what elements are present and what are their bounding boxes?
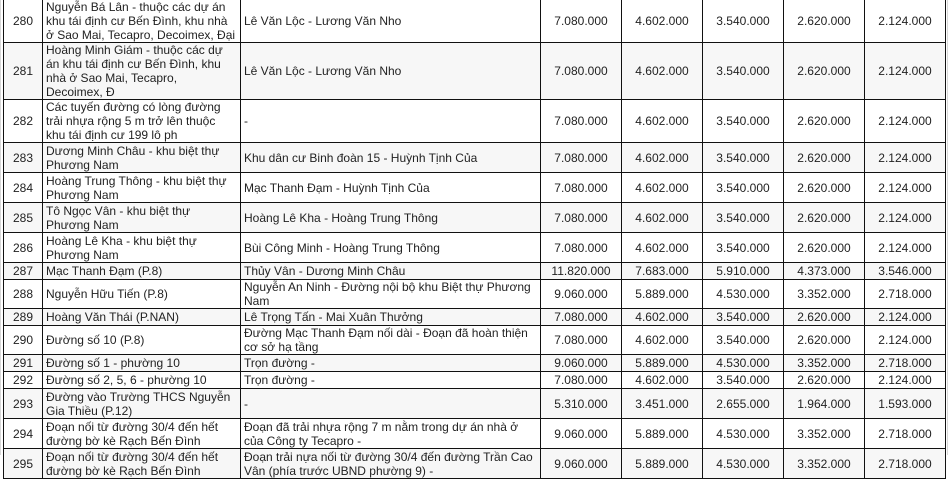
street-segment: - <box>241 389 541 419</box>
price-position-1: 7.080.000 <box>541 203 622 233</box>
table-row <box>4 100 946 143</box>
row-number: 294 <box>4 419 43 449</box>
price-position-4: 2.620.000 <box>784 100 865 143</box>
price-position-4: 2.620.000 <box>784 173 865 203</box>
price-position-1: 7.080.000 <box>541 100 622 143</box>
price-position-5: 1.593.000 <box>865 389 946 419</box>
price-position-3: 2.655.000 <box>703 389 784 419</box>
price-position-5: 2.124.000 <box>865 233 946 263</box>
price-position-2: 3.451.000 <box>622 389 703 419</box>
price-position-3: 3.540.000 <box>703 0 784 43</box>
table-row <box>4 263 946 280</box>
row-number: 285 <box>4 203 43 233</box>
price-position-3: 4.530.000 <box>703 355 784 372</box>
price-position-5: 2.124.000 <box>865 43 946 100</box>
price-position-1: 9.060.000 <box>541 419 622 449</box>
street-segment: Lê Văn Lộc - Lương Văn Nho <box>241 0 541 43</box>
street-name: Đường vào Trường THCS Nguyễn Gia Thiều (P.12) <box>43 389 241 419</box>
table-row <box>4 143 946 173</box>
price-position-2: 4.602.000 <box>622 326 703 355</box>
right-edge-divider <box>947 0 948 455</box>
street-segment: Trọn đường - <box>241 355 541 372</box>
price-position-1: 11.820.000 <box>541 263 622 280</box>
price-position-5: 2.124.000 <box>865 143 946 173</box>
price-position-5: 2.124.000 <box>865 100 946 143</box>
row-number: 283 <box>4 143 43 173</box>
price-position-5: 2.124.000 <box>865 372 946 389</box>
price-position-2: 4.602.000 <box>622 203 703 233</box>
land-price-table-container <box>3 0 946 479</box>
row-number: 295 <box>4 449 43 479</box>
price-position-2: 4.602.000 <box>622 0 703 43</box>
street-segment: Mạc Thanh Đạm - Huỳnh Tịnh Của <box>241 173 541 203</box>
row-number: 292 <box>4 372 43 389</box>
street-segment: Trọn đường - <box>241 372 541 389</box>
table-row <box>4 203 946 233</box>
table-body <box>4 0 946 479</box>
price-position-3: 4.530.000 <box>703 280 784 309</box>
price-position-2: 4.602.000 <box>622 100 703 143</box>
row-number: 291 <box>4 355 43 372</box>
street-name: Đường số 10 (P.8) <box>43 326 241 355</box>
street-name: Đoạn nối từ đường 30/4 đến hết đường bờ kè Rạch Bến Đình <box>43 419 241 449</box>
price-position-4: 2.620.000 <box>784 0 865 43</box>
price-position-3: 3.540.000 <box>703 326 784 355</box>
price-position-5: 3.546.000 <box>865 263 946 280</box>
row-number: 281 <box>4 43 43 100</box>
price-position-5: 2.718.000 <box>865 449 946 479</box>
price-position-1: 7.080.000 <box>541 326 622 355</box>
street-name: Đoạn nối từ đường 30/4 đến hết đường bờ kè Rạch Bến Đình <box>43 449 241 479</box>
price-position-3: 4.530.000 <box>703 449 784 479</box>
price-position-4: 2.620.000 <box>784 143 865 173</box>
price-position-1: 7.080.000 <box>541 173 622 203</box>
price-position-3: 3.540.000 <box>703 100 784 143</box>
row-number: 293 <box>4 389 43 419</box>
street-segment: Đoạn đã trải nhựa rộng 7 m nằm trong dự án nhà ở của Công ty Tecapro - <box>241 419 541 449</box>
price-position-2: 4.602.000 <box>622 143 703 173</box>
table-row <box>4 355 946 372</box>
table-row <box>4 449 946 479</box>
price-position-4: 2.620.000 <box>784 203 865 233</box>
price-position-5: 2.124.000 <box>865 326 946 355</box>
price-position-3: 3.540.000 <box>703 203 784 233</box>
price-position-2: 4.602.000 <box>622 233 703 263</box>
street-segment: Nguyễn An Ninh - Đường nội bộ khu Biệt thự Phương Nam <box>241 280 541 309</box>
price-position-3: 5.910.000 <box>703 263 784 280</box>
price-position-4: 3.352.000 <box>784 280 865 309</box>
row-number: 288 <box>4 280 43 309</box>
price-position-5: 2.718.000 <box>865 419 946 449</box>
price-position-2: 4.602.000 <box>622 309 703 326</box>
street-segment: Bùi Công Minh - Hoàng Trung Thông <box>241 233 541 263</box>
price-position-4: 2.620.000 <box>784 326 865 355</box>
price-position-4: 3.352.000 <box>784 449 865 479</box>
price-position-4: 4.373.000 <box>784 263 865 280</box>
table-row <box>4 233 946 263</box>
row-number: 289 <box>4 309 43 326</box>
table-row <box>4 280 946 309</box>
street-segment: Đường Mạc Thanh Đạm nối dài - Đoạn đã hoàn thiện cơ sở hạ tầng <box>241 326 541 355</box>
street-name: Mạc Thanh Đạm (P.8) <box>43 263 241 280</box>
street-segment: - <box>241 100 541 143</box>
price-position-1: 9.060.000 <box>541 449 622 479</box>
price-position-2: 5.889.000 <box>622 280 703 309</box>
street-segment: Khu dân cư Binh đoàn 15 - Huỳnh Tịnh Của <box>241 143 541 173</box>
street-name: Dương Minh Châu - khu biệt thự Phương Nam <box>43 143 241 173</box>
price-position-4: 2.620.000 <box>784 43 865 100</box>
price-position-1: 5.310.000 <box>541 389 622 419</box>
price-position-5: 2.718.000 <box>865 280 946 309</box>
price-position-1: 7.080.000 <box>541 372 622 389</box>
price-position-5: 2.718.000 <box>865 355 946 372</box>
price-position-3: 4.530.000 <box>703 419 784 449</box>
street-segment: Thủy Vân - Dương Minh Châu <box>241 263 541 280</box>
row-number: 286 <box>4 233 43 263</box>
table-row <box>4 309 946 326</box>
price-position-1: 7.080.000 <box>541 233 622 263</box>
price-position-1: 7.080.000 <box>541 43 622 100</box>
street-name: Nguyễn Hữu Tiến (P.8) <box>43 280 241 309</box>
price-position-2: 5.889.000 <box>622 419 703 449</box>
street-name: Đường số 2, 5, 6 - phường 10 <box>43 372 241 389</box>
table-row <box>4 389 946 419</box>
table-row <box>4 326 946 355</box>
price-position-5: 2.124.000 <box>865 0 946 43</box>
price-position-2: 5.889.000 <box>622 449 703 479</box>
price-position-3: 3.540.000 <box>703 173 784 203</box>
price-position-4: 2.620.000 <box>784 309 865 326</box>
price-position-5: 2.124.000 <box>865 173 946 203</box>
price-position-3: 3.540.000 <box>703 43 784 100</box>
price-position-4: 3.352.000 <box>784 355 865 372</box>
price-position-2: 5.889.000 <box>622 355 703 372</box>
table-row <box>4 173 946 203</box>
street-name: Đường số 1 - phường 10 <box>43 355 241 372</box>
street-name: Nguyễn Bá Lân - thuộc các dự án khu tái định cư Bến Đình, khu nhà ở Sao Mai, Tecapro, Decoimex, Đại <box>43 0 241 43</box>
left-edge-divider <box>0 0 1 455</box>
street-name: Hoàng Minh Giám - thuộc các dự án khu tái định cư Bến Đình, khu nhà ở Sao Mai, Tecapro, Decoimex, Đ <box>43 43 241 100</box>
street-name: Hoàng Văn Thái (P.NAN) <box>43 309 241 326</box>
price-position-4: 2.620.000 <box>784 372 865 389</box>
table-row <box>4 372 946 389</box>
price-position-4: 2.620.000 <box>784 233 865 263</box>
price-position-5: 2.124.000 <box>865 203 946 233</box>
street-segment: Hoàng Lê Kha - Hoàng Trung Thông <box>241 203 541 233</box>
price-position-4: 1.964.000 <box>784 389 865 419</box>
row-number: 282 <box>4 100 43 143</box>
price-position-1: 7.080.000 <box>541 143 622 173</box>
price-position-5: 2.124.000 <box>865 309 946 326</box>
street-segment: Lê Trọng Tấn - Mai Xuân Thưởng <box>241 309 541 326</box>
price-position-1: 7.080.000 <box>541 309 622 326</box>
street-segment: Đoạn trải nựa nối từ đường 30/4 đến đường Trần Cao Vân (phía trước UBND phường 9) - <box>241 449 541 479</box>
row-number: 280 <box>4 0 43 43</box>
price-position-1: 7.080.000 <box>541 0 622 43</box>
price-position-1: 9.060.000 <box>541 280 622 309</box>
price-position-3: 3.540.000 <box>703 233 784 263</box>
price-position-3: 3.540.000 <box>703 309 784 326</box>
street-name: Các tuyến đường có lòng đường trải nhựa rộng 5 m trở lên thuộc khu tái định cư 199 lô ph <box>43 100 241 143</box>
row-number: 287 <box>4 263 43 280</box>
price-position-2: 4.602.000 <box>622 372 703 389</box>
table-row <box>4 419 946 449</box>
price-position-1: 9.060.000 <box>541 355 622 372</box>
price-position-2: 7.683.000 <box>622 263 703 280</box>
price-position-3: 3.540.000 <box>703 143 784 173</box>
table-row <box>4 43 946 100</box>
row-number: 284 <box>4 173 43 203</box>
street-segment: Lê Văn Lộc - Lương Văn Nho <box>241 43 541 100</box>
price-position-2: 4.602.000 <box>622 43 703 100</box>
price-position-2: 4.602.000 <box>622 173 703 203</box>
street-name: Hoàng Lê Kha - khu biệt thự Phương Nam <box>43 233 241 263</box>
land-price-table <box>3 0 946 479</box>
price-position-4: 3.352.000 <box>784 419 865 449</box>
price-position-3: 3.540.000 <box>703 372 784 389</box>
row-number: 290 <box>4 326 43 355</box>
street-name: Hoàng Trung Thông - khu biệt thự Phương Nam <box>43 173 241 203</box>
street-name: Tô Ngọc Vân - khu biệt thự Phương Nam <box>43 203 241 233</box>
table-row <box>4 0 946 43</box>
